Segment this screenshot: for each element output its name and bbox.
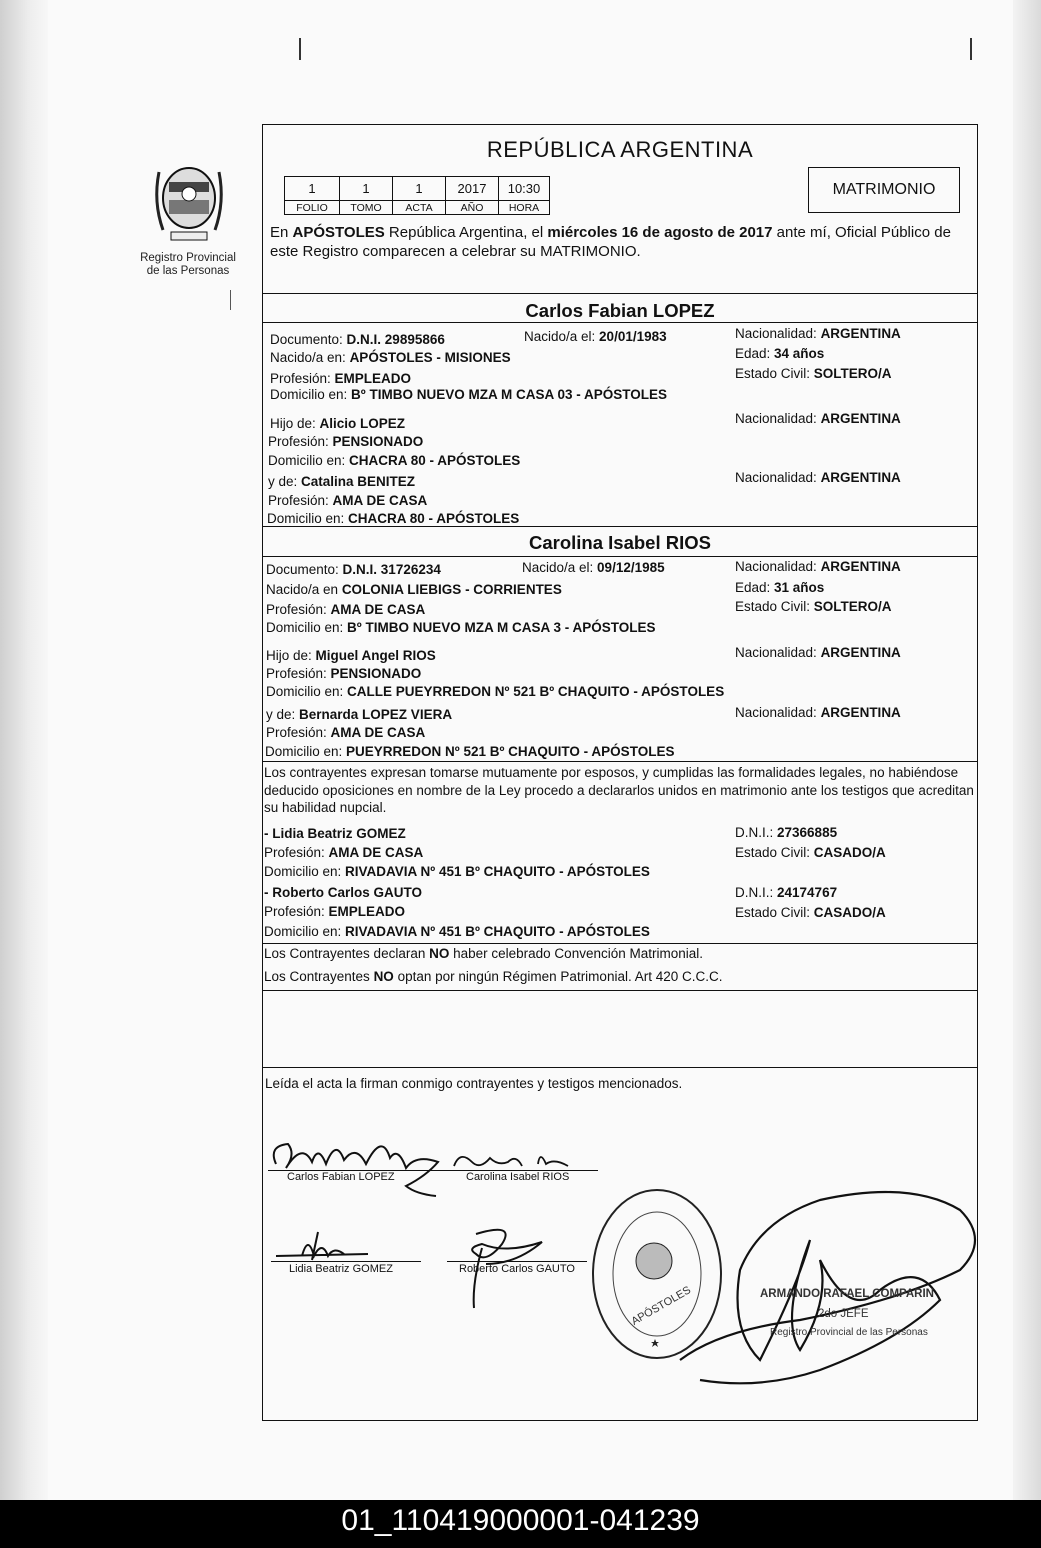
- divider: [262, 556, 978, 557]
- officer-name: ARMANDO RAFAEL COMPARIN: [760, 1288, 934, 1300]
- groom-name: Carlos Fabian LOPEZ: [525, 300, 715, 321]
- divider: [262, 943, 978, 944]
- tomo-label: TOMO: [340, 201, 393, 215]
- divider: [262, 761, 978, 762]
- acta-value: 1: [393, 177, 446, 201]
- bride-mother-profesion: Profesión: AMA DE CASA: [266, 725, 426, 740]
- groom-father: Hijo de: Alicio LOPEZ: [270, 416, 406, 431]
- groom-mother-domicilio: Domicilio en: CHACRA 80 - APÓSTOLES: [267, 511, 520, 526]
- groom-edad: Edad: 34 años: [735, 346, 825, 361]
- binder-edge-left: [0, 0, 48, 1500]
- bride-edad: Edad: 31 años: [735, 580, 825, 595]
- groom-father-domicilio: Domicilio en: CHACRA 80 - APÓSTOLES: [268, 453, 521, 468]
- declaration-paragraph: Los contrayentes expresan tomarse mutuamente por esposos, y cumplidas las formalidades legales, no habiéndose deducido oposiciones en nombre de la Ley procedo a declararlos unidos en matrimonio ante los testigos que acreditan su habilidad nupcial.: [264, 765, 974, 815]
- page-title: REPÚBLICA ARGENTINA: [486, 137, 754, 162]
- hora-value: 10:30: [499, 177, 550, 201]
- hora-label: HORA: [499, 201, 550, 215]
- bride-birthdate: Nacido/a el: 09/12/1985: [522, 560, 665, 575]
- bride-father-nacionalidad: Nacionalidad: ARGENTINA: [735, 645, 901, 660]
- groom-signature-label: Carlos Fabian LOPEZ: [287, 1171, 395, 1183]
- groom-estado-civil: Estado Civil: SOLTERO/A: [735, 366, 892, 381]
- bride-name: Carolina Isabel RIOS: [529, 532, 711, 553]
- witness-2-profesion: Profesión: EMPLEADO: [264, 904, 406, 919]
- tomo-value: 1: [340, 177, 393, 201]
- document-id: 01_110419000001-041239: [341, 1504, 700, 1537]
- registry-caption-line: de las Personas: [146, 265, 230, 277]
- witness-2-domicilio: Domicilio en: RIVADAVIA Nº 451 Bº CHAQUITO - APÓSTOLES: [264, 924, 650, 939]
- closing-statement: Leída el acta la firman conmigo contrayentes y testigos mencionados.: [265, 1076, 683, 1091]
- bride-domicilio: Domicilio en: Bº TIMBO NUEVO MZA M CASA 3 - APÓSTOLES: [266, 620, 656, 635]
- divider: [262, 293, 978, 294]
- groom-nacionalidad: Nacionalidad: ARGENTINA: [735, 326, 901, 341]
- bride-nacionalidad: Nacionalidad: ARGENTINA: [735, 559, 901, 574]
- groom-mother: y de: Catalina BENITEZ: [268, 474, 416, 489]
- binder-edge-right: [1013, 0, 1041, 1500]
- groom-documento: Documento: D.N.I. 29895866: [270, 332, 445, 347]
- bride-father-domicilio: Domicilio en: CALLE PUEYRREDON Nº 521 Bº CHAQUITO - APÓSTOLES: [266, 684, 725, 699]
- divider: [262, 990, 978, 991]
- convention-line-1: Los Contrayentes declaran NO haber celebrado Convención Matrimonial.: [264, 946, 703, 961]
- groom-father-profesion: Profesión: PENSIONADO: [268, 434, 424, 449]
- intro-paragraph: En APÓSTOLES República Argentina, el miércoles 16 de agosto de 2017 ante mí, Oficial Público de este Registro comparecen a celebrar su MATRIMONIO.: [270, 224, 951, 260]
- groom-birthplace: Nacido/a en: APÓSTOLES - MISIONES: [270, 350, 511, 365]
- witness-1-signature-icon: [272, 1226, 372, 1266]
- bride-father-profesion: Profesión: PENSIONADO: [266, 666, 422, 681]
- ano-value: 2017: [446, 177, 499, 201]
- groom-mother-profesion: Profesión: AMA DE CASA: [268, 493, 428, 508]
- folio-value: 1: [285, 177, 340, 201]
- ano-label: AÑO: [446, 201, 499, 215]
- bride-birthplace: Nacido/a en COLONIA LIEBIGS - CORRIENTES: [266, 582, 562, 597]
- groom-domicilio: Domicilio en: Bº TIMBO NUEVO MZA M CASA 03 - APÓSTOLES: [270, 387, 667, 402]
- witness-2-estado-civil: Estado Civil: CASADO/A: [735, 905, 886, 920]
- acta-label: ACTA: [393, 201, 446, 215]
- officer-title: 2do JEFE: [818, 1308, 869, 1320]
- signature-line: [447, 1261, 587, 1262]
- witness-1-name: - Lidia Beatriz GOMEZ: [264, 826, 406, 841]
- signature-line: [271, 1261, 421, 1262]
- stamp-city: APÓSTOLES: [629, 1284, 693, 1328]
- bride-mother-nacionalidad: Nacionalidad: ARGENTINA: [735, 705, 901, 720]
- officer-org: Registro Provincial de las Personas: [770, 1327, 928, 1338]
- groom-birthdate: Nacido/a el: 20/01/1983: [524, 329, 667, 344]
- margin-tick: [299, 38, 301, 60]
- witness-1-estado-civil: Estado Civil: CASADO/A: [735, 845, 886, 860]
- divider: [230, 290, 231, 310]
- groom-profesion: Profesión: EMPLEADO: [270, 371, 412, 386]
- bride-mother: y de: Bernarda LOPEZ VIERA: [266, 707, 453, 722]
- bride-profesion: Profesión: AMA DE CASA: [266, 602, 426, 617]
- witness-1-signature-label: Lidia Beatriz GOMEZ: [289, 1263, 393, 1275]
- divider: [262, 526, 978, 527]
- divider: [262, 322, 978, 323]
- groom-signature-icon: [266, 1124, 446, 1202]
- record-type-box: MATRIMONIO: [808, 167, 960, 213]
- bride-father: Hijo de: Miguel Angel RIOS: [266, 648, 436, 663]
- groom-father-nacionalidad: Nacionalidad: ARGENTINA: [735, 411, 901, 426]
- witness-1-profesion: Profesión: AMA DE CASA: [264, 845, 424, 860]
- register-table: [284, 176, 550, 215]
- province-emblem-icon: [145, 152, 233, 248]
- registry-caption-line: Registro Provincial: [140, 252, 236, 264]
- witness-2-name: - Roberto Carlos GAUTO: [264, 885, 423, 900]
- bride-signature-label: Carolina Isabel RIOS: [466, 1171, 570, 1183]
- witness-2-dni: D.N.I.: 24174767: [735, 885, 838, 900]
- folio-label: FOLIO: [285, 201, 340, 215]
- witness-1-dni: D.N.I.: 27366885: [735, 825, 838, 840]
- document-id-bar: [0, 1500, 1041, 1548]
- bride-mother-domicilio: Domicilio en: PUEYRREDON Nº 521 Bº CHAQUITO - APÓSTOLES: [265, 744, 675, 759]
- bride-estado-civil: Estado Civil: SOLTERO/A: [735, 599, 892, 614]
- bride-documento: Documento: D.N.I. 31726234: [266, 562, 441, 577]
- divider: [262, 1067, 978, 1068]
- witness-2-signature-label: Roberto Carlos GAUTO: [459, 1263, 575, 1275]
- convention-line-2: Los Contrayentes NO optan por ningún Régimen Patrimonial. Art 420 C.C.C.: [264, 969, 723, 984]
- witness-1-domicilio: Domicilio en: RIVADAVIA Nº 451 Bº CHAQUITO - APÓSTOLES: [264, 864, 650, 879]
- registry-caption: [128, 252, 248, 278]
- margin-tick: [970, 38, 972, 60]
- groom-mother-nacionalidad: Nacionalidad: ARGENTINA: [735, 470, 901, 485]
